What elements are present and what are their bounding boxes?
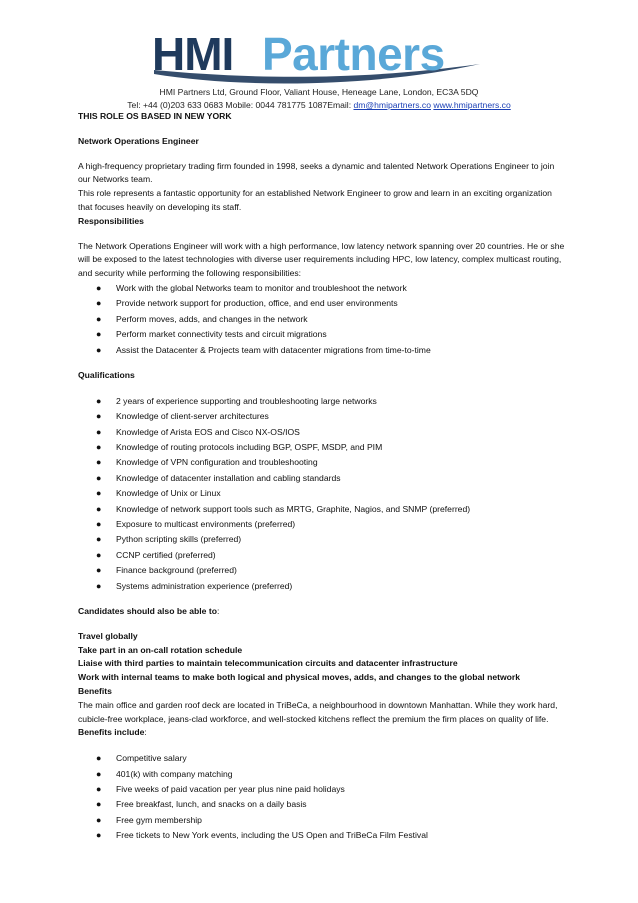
bullet-icon: ● <box>96 329 102 340</box>
list-item: ● Competitive salary <box>78 751 568 766</box>
logo-brand-light: Partners <box>262 30 445 80</box>
document-body <box>78 110 568 844</box>
list-item: ● Provide network support for production, office, and end user environments <box>78 296 568 311</box>
location-note: THIS ROLE OS BASED IN NEW YORK <box>78 111 232 121</box>
list-item: ● Knowledge of routing protocols including BGP, OSPF, MSDP, and PIM <box>78 440 568 455</box>
list-item: ● Assist the Datacenter & Projects team with datacenter migrations from time-to-time <box>78 343 568 358</box>
letterhead <box>0 86 638 112</box>
bullet-icon: ● <box>96 344 102 355</box>
responsibilities-heading: Responsibilities <box>78 215 144 226</box>
bullet-icon: ● <box>96 457 102 468</box>
list-item: ● Knowledge of client-server architectures <box>78 409 568 424</box>
list-item: ● Finance background (preferred) <box>78 563 568 578</box>
list-item: ● Work with the global Networks team to monitor and troubleshoot the network <box>78 281 568 296</box>
intro-paragraph: A high-frequency proprietary trading firm founded in 1998, seeks a dynamic and talented Network Operations Engineer to join our Networks team. <box>78 160 555 185</box>
company-address: HMI Partners Ltd, Ground Floor, Valiant House, Heneage Lane, London, EC3A 5DQ <box>159 87 479 97</box>
bullet-icon: ● <box>96 830 102 841</box>
bullet-icon: ● <box>96 519 102 530</box>
ability-line: Work with internal teams to make both logical and physical moves, adds, and changes to the global network <box>78 672 521 683</box>
list-item: ● Knowledge of datacenter installation and cabling standards <box>78 471 568 486</box>
benefits-list <box>78 751 568 843</box>
list-item: ● Python scripting skills (preferred) <box>78 532 568 547</box>
bullet-icon: ● <box>96 298 102 309</box>
bullet-icon: ● <box>96 814 102 825</box>
bullet-icon: ● <box>96 565 102 576</box>
bullet-icon: ● <box>96 472 102 483</box>
bullet-icon: ● <box>96 426 102 437</box>
bullet-icon: ● <box>96 549 102 560</box>
bullet-icon: ● <box>96 395 102 406</box>
job-title: Network Operations Engineer <box>78 135 199 146</box>
list-item: ● Five weeks of paid vacation per year plus nine paid holidays <box>78 782 568 797</box>
bullet-icon: ● <box>96 784 102 795</box>
bullet-icon: ● <box>96 799 102 810</box>
bullet-icon: ● <box>96 313 102 324</box>
bullet-icon: ● <box>96 282 102 293</box>
qualifications-list <box>78 394 568 594</box>
bullet-icon: ● <box>96 753 102 764</box>
contact-text: Tel: +44 (0)203 633 0683 Mobile: 0044 781775 1087Email: <box>127 100 354 110</box>
ability-line: Liaise with third parties to maintain telecommunication circuits and datacenter infrastructure <box>78 658 458 669</box>
list-item: ● Free breakfast, lunch, and snacks on a daily basis <box>78 797 568 812</box>
list-item: ● Knowledge of network support tools such as MRTG, Graphite, Nagios, and SNMP (preferred) <box>78 502 568 517</box>
list-item: ● Free tickets to New York events, including the US Open and TriBeCa Film Festival <box>78 828 568 843</box>
benefits-paragraph: The main office and garden roof deck are located in TriBeCa, a neighbourhood in downtown Manhattan. While they work hard, cubicle-free workplace, jeans-clad workforce, and well-stocked kitchens reflect the premium the firm places on quality of life. Benefits include: <box>78 699 558 738</box>
responsibilities-list <box>78 281 568 358</box>
responsibilities-intro: The Network Operations Engineer will work with a high performance, low latency network spanning over 20 countries. He or she will be exposed to the latest technologies with diverse user requirements including HPC, low latency, complex multicast routing, and security while performing the following responsibilities: <box>78 240 565 279</box>
list-item: ● Perform market connectivity tests and circuit migrations <box>78 327 568 342</box>
list-item: ● Free gym membership <box>78 813 568 828</box>
list-item: ● Exposure to multicast environments (preferred) <box>78 517 568 532</box>
bullet-icon: ● <box>96 534 102 545</box>
ability-line: Take part in an on-call rotation schedule <box>78 644 243 655</box>
list-item: ● Knowledge of Unix or Linux <box>78 486 568 501</box>
list-item: ● CCNP certified (preferred) <box>78 548 568 563</box>
email-link[interactable]: dm@hmipartners.co <box>353 100 431 110</box>
list-item: ● Systems administration experience (preferred) <box>78 579 568 594</box>
logo-graphic <box>150 30 490 86</box>
bullet-icon: ● <box>96 488 102 499</box>
logo-brand-dark: HMI <box>152 30 234 80</box>
bullet-icon: ● <box>96 411 102 422</box>
bullet-icon: ● <box>96 503 102 514</box>
list-item: ● Knowledge of VPN configuration and troubleshooting <box>78 455 568 470</box>
bullet-icon: ● <box>96 580 102 591</box>
list-item: ● Knowledge of Arista EOS and Cisco NX-OS/IOS <box>78 425 568 440</box>
ability-line: Travel globally <box>78 630 138 641</box>
list-item: ● 401(k) with company matching <box>78 767 568 782</box>
bullet-icon: ● <box>96 442 102 453</box>
website-link[interactable]: www.hmipartners.co <box>433 100 511 110</box>
bullet-icon: ● <box>96 768 102 779</box>
candidates-heading: Candidates should also be able to: <box>78 606 220 617</box>
qualifications-heading: Qualifications <box>78 370 135 380</box>
intro-paragraph: This role represents a fantastic opportunity for an established Network Engineer to grow and learn in an exciting organization that focuses heavily on developing its staff. <box>78 188 552 212</box>
benefits-heading: Benefits <box>78 686 112 697</box>
company-logo <box>150 30 490 86</box>
list-item: ● Perform moves, adds, and changes in the network <box>78 312 568 327</box>
list-item: ● 2 years of experience supporting and troubleshooting large networks <box>78 394 568 409</box>
